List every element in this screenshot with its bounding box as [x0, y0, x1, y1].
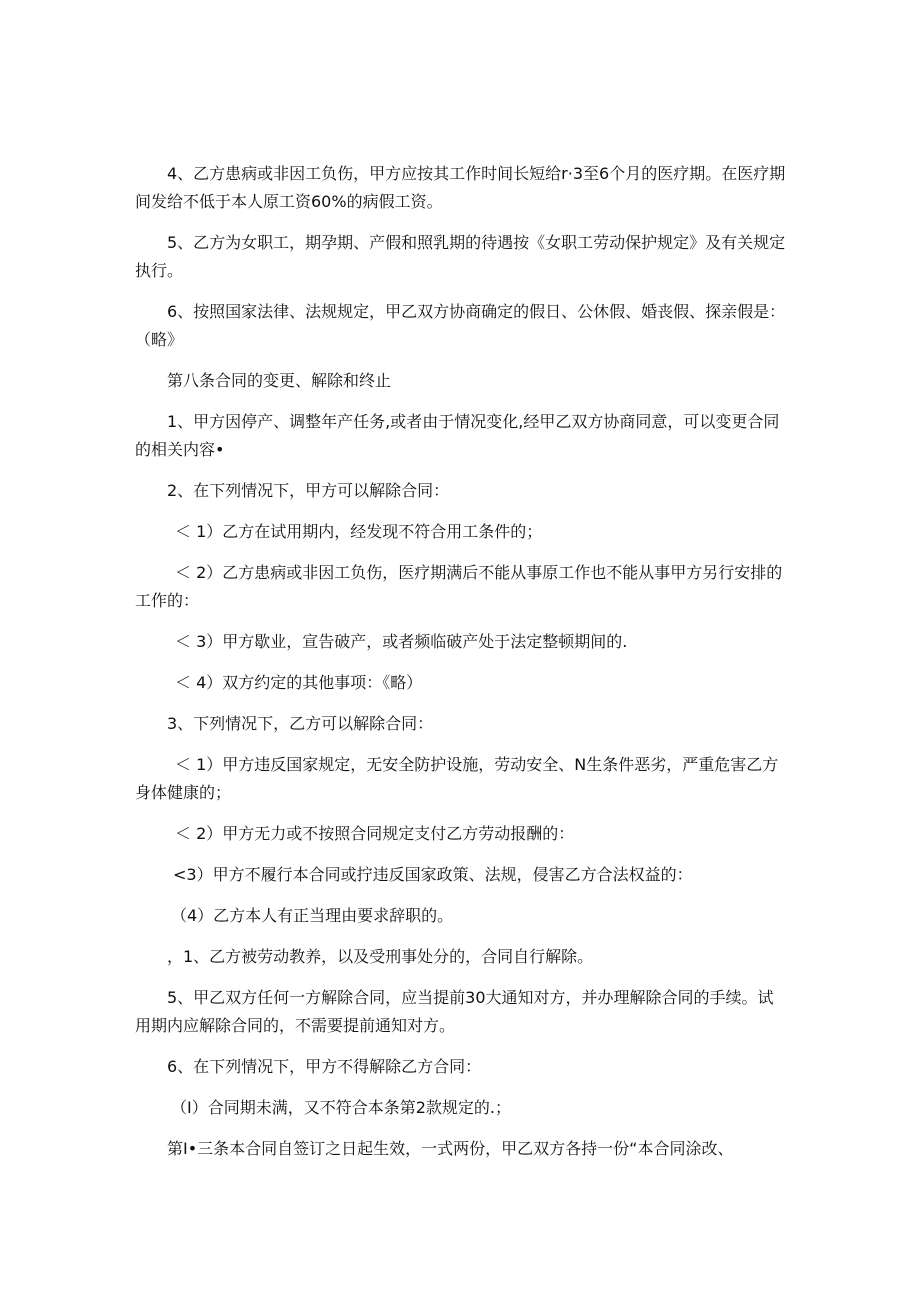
paragraph-effective-date: 第I•三条本合同自签订之日起生效，一式两份，甲乙双方各持一份“本合同涂改、 [167, 1139, 734, 1158]
list-item-a3: ＜ 3）甲方歇业，宣告破产，或者频临破产处于法定整顿期间的. [175, 632, 628, 651]
list-item-a1: ＜ 1）乙方在试用期内，经发现不符合用工条件的； [175, 522, 543, 541]
list-item-b4: （4）乙方本人有正当理由要求辞职的。 [171, 906, 454, 925]
paragraph-female-employees: 5、乙方为女职工，期孕期、产假和照乳期的待遇按《女职工劳动保护规定》及有关规定执行。 [135, 233, 786, 280]
paragraph-holidays: 6、按照国家法律、法规规定，甲乙双方协商确定的假日、公休假、婚丧假、探亲假是：（略》 [135, 302, 786, 349]
paragraph-automatic-termination: ，1、乙方被劳动教养，以及受刑事处分的，合同自行解除。 [167, 947, 594, 966]
article-eight-heading: 第八条合同的变更、解除和终止 [167, 371, 392, 390]
list-item-a4: ＜ 4）双方约定的其他事项：《略） [175, 673, 423, 692]
list-item-a2: ＜ 2）乙方患病或非因工负伤，医疗期满后不能从事原工作也不能从事甲方另行安排的工作的： [135, 563, 783, 610]
document-body [135, 160, 787, 1176]
list-item-b2: ＜ 2）甲方无力或不按照合同规定支付乙方劳动报酬的： [175, 824, 575, 843]
paragraph-medical-leave: 4、乙方患病或非因工负伤，甲方应按其工作时间长短给r·3至6个月的医疗期。在医疗期间发给不低于本人原工资60%的病假工资。 [135, 164, 786, 211]
paragraph-no-termination: 6、在下列情况下，甲方不得解除乙方合同： [167, 1057, 482, 1076]
list-item-c1: （I）合同期未满，又不符合本条第2款规定的.； [171, 1098, 511, 1117]
list-item-b3: <3）甲方不履行本合同或拧违反国家政策、法规，侵害乙方合法权益的： [173, 865, 693, 884]
list-item-b1: ＜ 1）甲方违反国家规定，无安全防护设施，劳动安全、N生条件恶劣，严重危害乙方身体健康的； [135, 755, 779, 802]
paragraph-notice-period: 5、甲乙双方任何一方解除合同，应当提前30大通知对方，并办理解除合同的手续。试用期内应解除合同的，不需要提前通知对方。 [135, 988, 774, 1035]
paragraph-party-a-termination: 2、在下列情况下，甲方可以解除合同： [167, 481, 450, 500]
paragraph-party-b-termination: 3、下列情况下，乙方可以解除合同： [167, 714, 434, 733]
paragraph-contract-change: 1、甲方因停产、调整年产任务,或者由于情况变化,经甲乙双方协商同意，可以变更合同的相关内容• [135, 412, 780, 459]
